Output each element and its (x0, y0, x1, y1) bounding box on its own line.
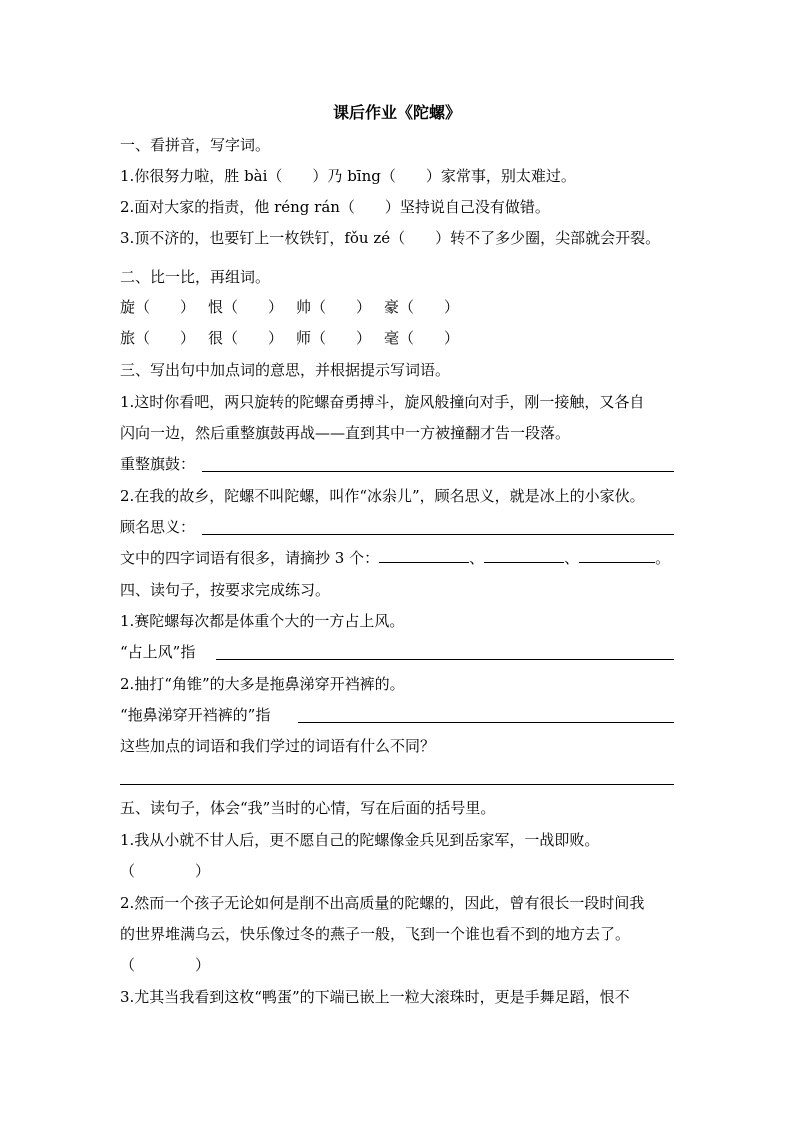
section4-q1: 1.赛陀螺每次都是体重个大的一方占上风。 (120, 612, 405, 630)
compare-item: 师（ ） (296, 329, 372, 347)
section5-q2-line1: 2.然而一个孩子无论如何是削不出高质量的陀螺的，因此，曾有很长一段时间我 (120, 894, 645, 912)
section4-heading: 四、读句子，按要求完成练习。 (120, 581, 331, 599)
answer-blank[interactable] (484, 548, 564, 563)
compare-item: 毫（ ） (384, 329, 460, 347)
section4-q2: 2.抽打“角锥”的大多是拖鼻涕穿开裆裤的。 (120, 675, 405, 693)
section1-q2: 2.面对大家的指责，他 réng rán（ ）坚持说自己没有做错。 (120, 198, 550, 216)
section3-heading: 三、写出句中加点词的意思，并根据提示写词语。 (120, 361, 451, 379)
answer-line[interactable] (120, 784, 674, 785)
section4-q2-label: “拖鼻涕穿开裆裤的”指 (120, 706, 271, 724)
separator: 、 (564, 549, 580, 567)
answer-line[interactable] (202, 534, 674, 535)
answer-blank[interactable] (379, 548, 469, 563)
compare-item: 很（ ） (208, 329, 284, 347)
section3-q1-line1: 1.这时你看吧，两只旋转的陀螺奋勇搏斗，旋风般撞向对手，刚一接触，又各自 (120, 393, 645, 411)
compare-item: 旅（ ） (120, 329, 196, 347)
compare-row-1 (120, 297, 472, 317)
compare-item: 豪（ ） (384, 298, 460, 316)
section5-q3: 3.尤其当我看到这枚“鸭蛋”的下端已嵌上一粒大滚珠时，更是手舞足蹈，恨不 (120, 988, 630, 1006)
answer-line[interactable] (216, 659, 674, 660)
answer-parentheses[interactable]: （ ） (120, 956, 211, 974)
section3-q2-label: 顾名思义： (120, 518, 196, 536)
section5-q2-line2: 的世界堆满乌云，快乐像过冬的燕子一般，飞到一个谁也看不到的地方去了。 (120, 925, 631, 943)
section4-q3: 这些加点的词语和我们学过的词语有什么不同？ (120, 737, 436, 755)
section3-q1-line2: 闪向一边，然后重整旗鼓再战——直到其中一方被撞翻才告一段落。 (120, 424, 571, 442)
section1-q1: 1.你很努力啦，胜 bài（ ）乃 bīng（ ）家常事，别太难过。 (120, 167, 576, 185)
answer-parentheses[interactable]: （ ） (120, 862, 211, 880)
answer-blank[interactable] (579, 548, 655, 563)
section5-heading: 五、读句子，体会“我”当时的心情，写在后面的括号里。 (120, 799, 496, 817)
compare-item: 帅（ ） (296, 298, 372, 316)
section1-q3: 3.顶不济的，也要钉上一枚铁钉，fǒu zé（ ）转不了多少圈，尖部就会开裂。 (120, 229, 661, 247)
section3-q2: 2.在我的故乡，陀螺不叫陀螺，叫作“冰尜儿”，顾名思义，就是冰上的小家伙。 (120, 487, 645, 505)
section3-q1-label: 重整旗鼓： (120, 455, 196, 473)
compare-item: 恨（ ） (208, 298, 284, 316)
section4-q1-label: “占上风”指 (120, 643, 196, 661)
answer-line[interactable] (298, 722, 674, 723)
compare-row-2 (120, 328, 472, 348)
section1-heading: 一、看拼音，写字词。 (120, 136, 271, 154)
section5-q1: 1.我从小就不甘人后，更不愿自己的陀螺像金兵见到岳家军，一战即败。 (120, 831, 600, 849)
section3-q3 (120, 548, 670, 568)
page-title: 课后作业《陀螺》 (332, 103, 461, 122)
compare-item: 旋（ ） (120, 298, 196, 316)
answer-line[interactable] (202, 471, 674, 472)
end-mark: 。 (655, 549, 671, 567)
section2-heading: 二、比一比，再组词。 (120, 268, 271, 286)
separator: 、 (469, 549, 485, 567)
section3-q3-text: 文中的四字词语有很多，请摘抄 3 个： (120, 549, 380, 567)
